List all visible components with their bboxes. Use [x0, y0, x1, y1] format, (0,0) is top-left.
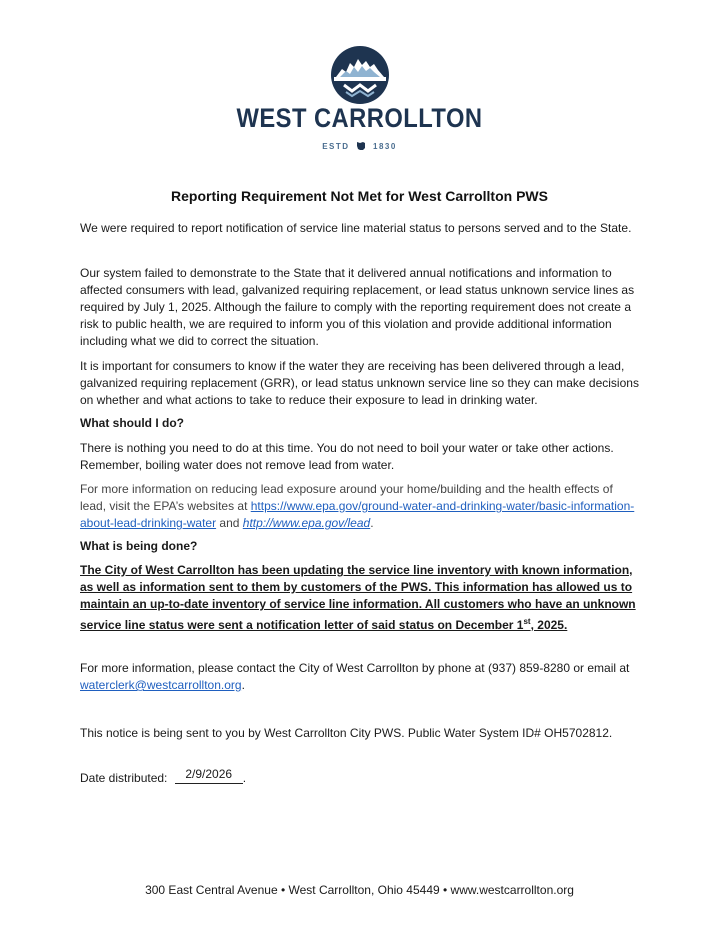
date-period: .: [242, 771, 247, 785]
paragraph-more-info-epa: [80, 481, 642, 532]
estd-label: ESTD: [322, 142, 350, 151]
epa-info-text: For more information on reducing lead exposure around your home/building and the health effects of lead, visit the EPA’s websites at: [80, 482, 613, 513]
paragraph-violation: Our system failed to demonstrate to the State that it delivered annual notifications and information to affected consumers with lead, galvanized requiring replacement, or lead status unknown service lines as required by July 1, 2025. Although the failure to comply with the reporting requirement does not create a risk to public health, we are required to inform you of this violation and provide additional information including what we did to correct the situation.: [80, 266, 635, 348]
paragraph-no-action: There is nothing you need to do at this time. You do not need to boil your water or take other actions. Remember, boiling water does not remove lead from water.: [80, 441, 614, 472]
logo-established: [0, 141, 719, 153]
date-distributed-label: Date distributed:: [80, 771, 171, 785]
page-title: Reporting Requirement Not Met for West Carrollton PWS: [171, 188, 548, 204]
date-distributed-value: 2/9/2026: [175, 766, 243, 784]
epa-period: .: [370, 516, 374, 530]
city-emblem-icon: [330, 45, 390, 105]
ohio-state-icon: [356, 141, 366, 153]
epa-lead-info-link[interactable]: https://www.epa.gov/ground-water-and-drinking-water/basic-information-about-lead-drinking-water: [80, 499, 635, 530]
epa-and-text: and: [216, 516, 243, 530]
heading-what-should-i-do: What should I do?: [80, 416, 184, 430]
contact-text: For more information, please contact the City of West Carrollton by phone at (937) 859-8280 or email at: [80, 661, 630, 675]
estd-year: 1830: [373, 142, 397, 151]
date-distributed: [80, 767, 642, 788]
actions-text: The City of West Carrollton has been updating the service line inventory with known information, as well as information sent to them by customers of the PWS. This information has allowed us to maintain an up-to-date inventory of service line information. All customers who have an unknown service line status were sent a notification letter of said status on December 1: [80, 563, 636, 632]
epa-lead-link[interactable]: http://www.epa.gov/lead: [242, 516, 371, 530]
logo-wordmark: WEST CARROLLTON: [236, 103, 483, 133]
ordinal-suffix: st: [523, 617, 531, 626]
footer-address: 300 East Central Avenue • West Carrollton, Ohio 45449 • www.westcarrollton.org: [145, 883, 574, 897]
paragraph-actions-taken: [80, 562, 642, 634]
paragraph-importance: It is important for consumers to know if the water they are receiving has been delivered through a lead, galvanized requiring replacement (GRR), or lead status unknown service line so they can make decisions on whether and what actions to take to reduce their exposure to lead in drinking water.: [80, 359, 639, 407]
paragraph-contact: [80, 660, 642, 694]
contact-email-link[interactable]: waterclerk@westcarrollton.org: [80, 678, 242, 692]
heading-what-is-being-done: What is being done?: [80, 539, 198, 553]
contact-period: .: [241, 678, 245, 692]
paragraph-requirement: We were required to report notification of service line material status to persons served and to the State.: [80, 221, 632, 235]
actions-date-end: , 2025.: [530, 618, 568, 632]
paragraph-system-id: This notice is being sent to you by West Carrollton City PWS. Public Water System ID# OH5702812.: [80, 726, 613, 740]
